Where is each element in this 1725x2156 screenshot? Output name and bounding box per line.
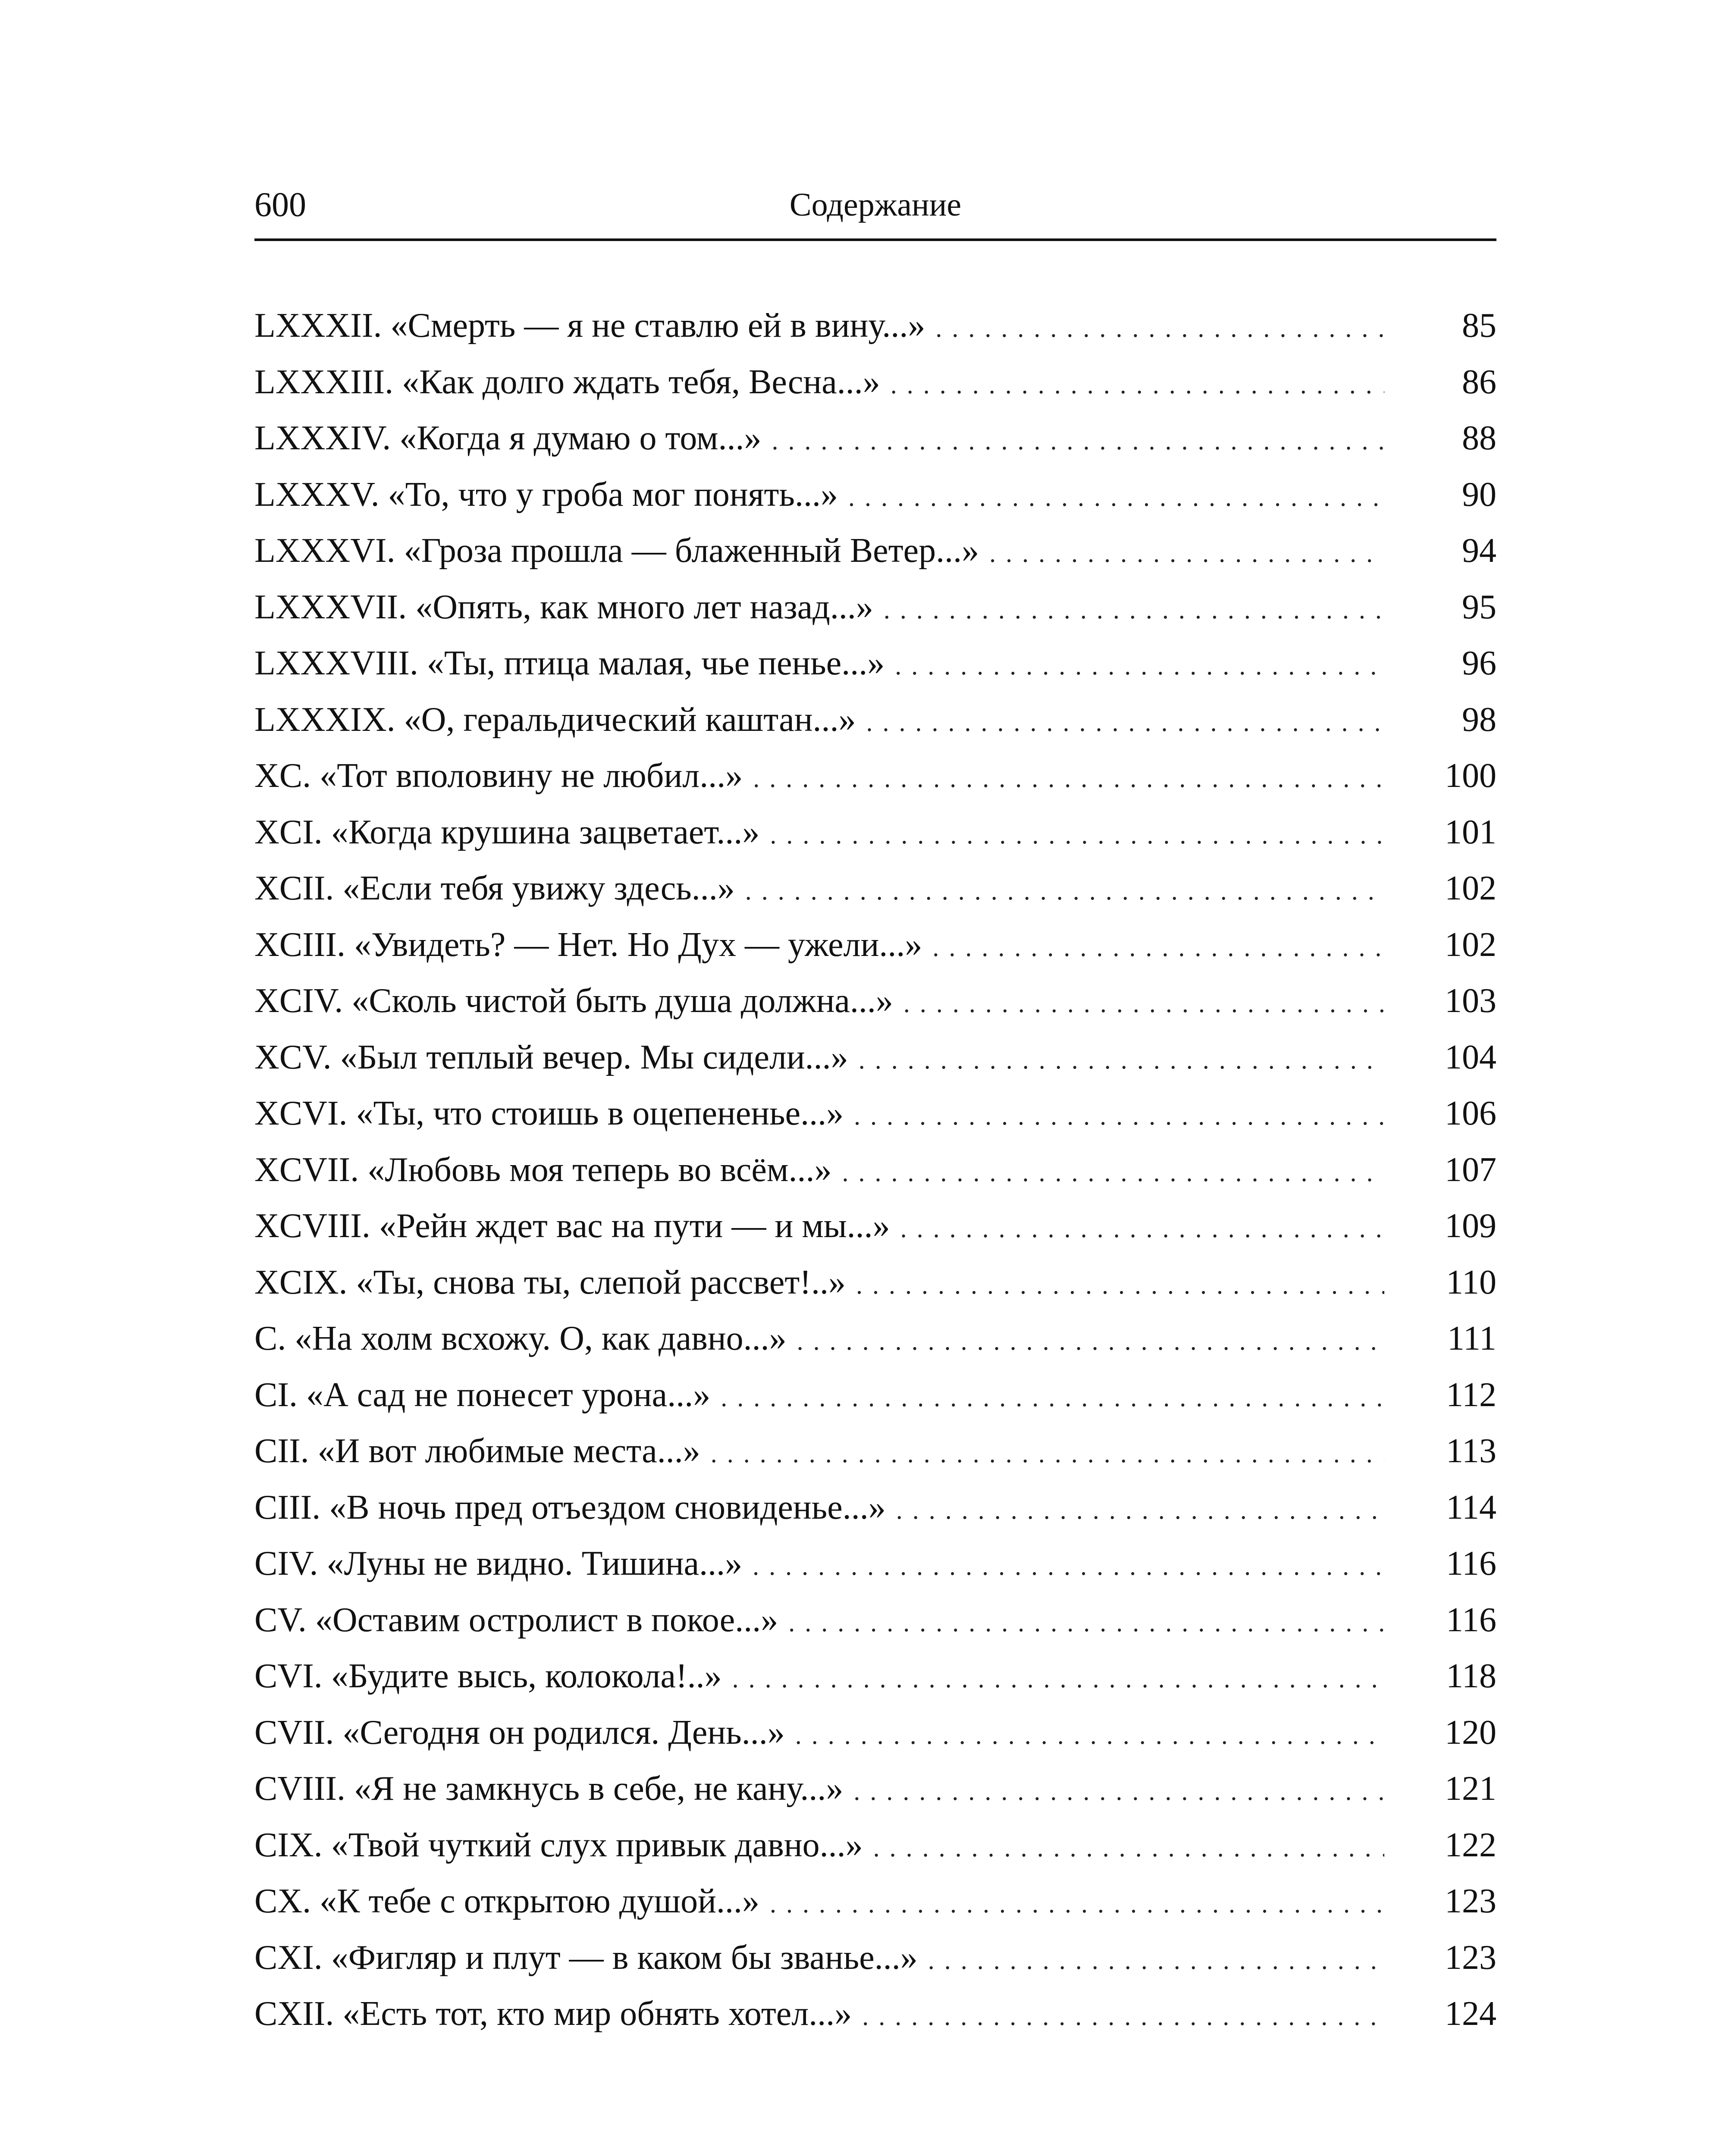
dot-leader xyxy=(856,1257,1384,1313)
toc-entry-page-number: 116 xyxy=(1446,1545,1496,1583)
dot-leader xyxy=(896,1482,1384,1539)
toc-entry-page-number: 121 xyxy=(1445,1770,1496,1808)
toc-entry-title: XCIX. «Ты, снова ты, слепой рассвет!..» xyxy=(254,1263,846,1301)
toc-entry-title: CX. «К тебе с открытою душой...» xyxy=(254,1882,759,1920)
dot-leader xyxy=(935,300,1384,357)
toc-entry-page-number: 101 xyxy=(1445,813,1496,851)
header-rule xyxy=(254,238,1496,241)
toc-entry xyxy=(254,973,1496,1029)
toc-entry-title: XCV. «Был теплый вечер. Мы сидели...» xyxy=(254,1038,848,1076)
dot-leader xyxy=(797,1313,1384,1369)
dot-leader xyxy=(884,582,1384,638)
toc-entry xyxy=(254,1085,1496,1142)
dot-leader xyxy=(903,975,1384,1032)
dot-leader xyxy=(770,1876,1384,1932)
toc-entry-page-number: 114 xyxy=(1446,1488,1496,1526)
toc-entry-title: XCI. «Когда крушина зацветает...» xyxy=(254,813,760,851)
toc-entry-page-number: 102 xyxy=(1445,869,1496,907)
dot-leader xyxy=(721,1369,1384,1426)
toc-entry-page-number: 113 xyxy=(1446,1432,1496,1470)
toc-entry xyxy=(254,1761,1496,1817)
toc-entry xyxy=(254,1705,1496,1761)
toc-entry-title: XC. «Тот вполовину не любил...» xyxy=(254,757,743,795)
table-of-contents xyxy=(254,298,1496,2042)
toc-entry-title: CVII. «Сегодня он родился. День...» xyxy=(254,1713,785,1752)
toc-entry-title: LXXXII. «Смерть — я не ставлю ей в вину...» xyxy=(254,307,925,345)
dot-leader xyxy=(772,413,1384,469)
toc-entry xyxy=(254,1423,1496,1479)
dot-leader xyxy=(770,807,1384,863)
toc-entry-page-number: 103 xyxy=(1445,982,1496,1020)
dot-leader xyxy=(732,1651,1384,1707)
toc-entry xyxy=(254,1986,1496,2042)
running-header xyxy=(254,181,1496,229)
toc-entry-page-number: 118 xyxy=(1446,1657,1496,1695)
toc-entry-title: CI. «А сад не понесет урона...» xyxy=(254,1376,711,1414)
dot-leader xyxy=(895,638,1384,694)
toc-entry-page-number: 86 xyxy=(1462,363,1496,401)
toc-entry-page-number: 124 xyxy=(1445,1995,1496,2033)
toc-entry-title: LXXXVIII. «Ты, птица малая, чье пенье...» xyxy=(254,644,885,682)
toc-entry-page-number: 90 xyxy=(1462,475,1496,514)
toc-entry-title: XCIII. «Увидеть? — Нет. Но Дух — ужели...» xyxy=(254,925,922,964)
toc-entry xyxy=(254,1648,1496,1705)
toc-entry xyxy=(254,917,1496,973)
toc-entry-title: CVI. «Будите высь, колокола!..» xyxy=(254,1657,722,1695)
toc-entry-page-number: 85 xyxy=(1462,307,1496,345)
toc-entry xyxy=(254,523,1496,579)
toc-entry-title: LXXXIX. «О, геральдический каштан...» xyxy=(254,700,856,739)
toc-entry-title: XCII. «Если тебя увижу здесь...» xyxy=(254,869,735,907)
dot-leader xyxy=(788,1595,1384,1651)
toc-entry-page-number: 110 xyxy=(1446,1263,1496,1301)
toc-entry xyxy=(254,635,1496,692)
toc-entry-page-number: 111 xyxy=(1447,1319,1496,1357)
dot-leader xyxy=(745,863,1384,919)
toc-entry-title: LXXXIV. «Когда я думаю о том...» xyxy=(254,419,762,457)
toc-entry-page-number: 122 xyxy=(1445,1826,1496,1864)
dot-leader xyxy=(866,694,1384,751)
toc-entry-page-number: 104 xyxy=(1445,1038,1496,1076)
toc-entry-title: XCVI. «Ты, что стоишь в оцепененье...» xyxy=(254,1094,844,1132)
toc-entry xyxy=(254,1254,1496,1311)
dot-leader xyxy=(711,1426,1384,1482)
toc-entry xyxy=(254,1367,1496,1423)
toc-entry xyxy=(254,1873,1496,1930)
toc-entry xyxy=(254,692,1496,748)
toc-entry-title: CIX. «Твой чуткий слух привык давно...» xyxy=(254,1826,863,1864)
page-number: 600 xyxy=(254,186,306,224)
toc-entry xyxy=(254,467,1496,523)
toc-entry xyxy=(254,579,1496,636)
toc-entry-page-number: 100 xyxy=(1445,757,1496,795)
toc-entry-page-number: 120 xyxy=(1445,1713,1496,1752)
dot-leader xyxy=(853,1763,1384,1820)
dot-leader xyxy=(848,469,1384,526)
toc-entry-title: XCIV. «Сколь чистой быть душа должна...» xyxy=(254,982,893,1020)
toc-entry xyxy=(254,804,1496,861)
toc-entry-title: LXXXVII. «Опять, как много лет назад...» xyxy=(254,588,873,626)
toc-entry-title: CV. «Оставим остролист в покое...» xyxy=(254,1601,778,1639)
toc-entry xyxy=(254,1310,1496,1367)
toc-entry-title: XCVII. «Любовь моя теперь во всём...» xyxy=(254,1150,832,1189)
toc-entry-title: XCVIII. «Рейн ждет вас на пути — и мы...» xyxy=(254,1207,890,1245)
dot-leader xyxy=(989,525,1384,582)
toc-entry-page-number: 123 xyxy=(1445,1882,1496,1920)
toc-entry xyxy=(254,354,1496,411)
toc-entry-page-number: 88 xyxy=(1462,419,1496,457)
toc-entry xyxy=(254,298,1496,354)
toc-entry xyxy=(254,1536,1496,1592)
toc-entry-page-number: 109 xyxy=(1445,1207,1496,1245)
dot-leader xyxy=(795,1707,1384,1764)
toc-entry xyxy=(254,1198,1496,1254)
toc-entry-page-number: 116 xyxy=(1446,1601,1496,1639)
dot-leader xyxy=(873,1820,1384,1876)
toc-entry-page-number: 107 xyxy=(1445,1150,1496,1189)
dot-leader xyxy=(859,1032,1384,1088)
dot-leader xyxy=(900,1200,1384,1257)
toc-entry-title: C. «На холм всхожу. О, как давно...» xyxy=(254,1319,787,1357)
dot-leader xyxy=(862,1988,1384,2045)
toc-entry-title: CII. «И вот любимые места...» xyxy=(254,1432,700,1470)
toc-entry-page-number: 95 xyxy=(1462,588,1496,626)
running-title: Содержание xyxy=(789,187,962,223)
toc-entry-title: LXXXIII. «Как долго ждать тебя, Весна...» xyxy=(254,363,880,401)
toc-entry xyxy=(254,1029,1496,1086)
toc-entry xyxy=(254,1479,1496,1536)
toc-entry-page-number: 94 xyxy=(1462,532,1496,570)
toc-entry-title: CXI. «Фигляр и плут — в каком бы званье...» xyxy=(254,1938,918,1977)
toc-entry-page-number: 98 xyxy=(1462,700,1496,739)
toc-entry-page-number: 102 xyxy=(1445,925,1496,964)
dot-leader xyxy=(854,1088,1384,1144)
dot-leader xyxy=(753,1538,1384,1595)
dot-leader xyxy=(932,919,1384,976)
toc-entry-page-number: 96 xyxy=(1462,644,1496,682)
toc-entry xyxy=(254,1930,1496,1986)
toc-entry xyxy=(254,1592,1496,1648)
toc-entry xyxy=(254,1142,1496,1198)
toc-entry-title: CVIII. «Я не замкнусь в себе, не кану...» xyxy=(254,1770,844,1808)
toc-entry xyxy=(254,1817,1496,1874)
toc-entry xyxy=(254,860,1496,917)
toc-entry xyxy=(254,748,1496,804)
dot-leader xyxy=(928,1932,1384,1989)
toc-entry-title: LXXXV. «То, что у гроба мог понять...» xyxy=(254,475,838,514)
dot-leader xyxy=(842,1144,1384,1201)
toc-entry xyxy=(254,410,1496,467)
dot-leader xyxy=(891,357,1384,413)
toc-entry-title: LXXXVI. «Гроза прошла — блаженный Ветер...» xyxy=(254,532,979,570)
toc-entry-page-number: 112 xyxy=(1446,1376,1496,1414)
toc-entry-page-number: 106 xyxy=(1445,1094,1496,1132)
toc-entry-page-number: 123 xyxy=(1445,1938,1496,1977)
dot-leader xyxy=(753,750,1384,807)
toc-entry-title: CIV. «Луны не видно. Тишина...» xyxy=(254,1545,743,1583)
toc-entry-title: CIII. «В ночь пред отъездом сновиденье...» xyxy=(254,1488,886,1526)
toc-entry-title: CXII. «Есть тот, кто мир обнять хотел...» xyxy=(254,1995,852,2033)
